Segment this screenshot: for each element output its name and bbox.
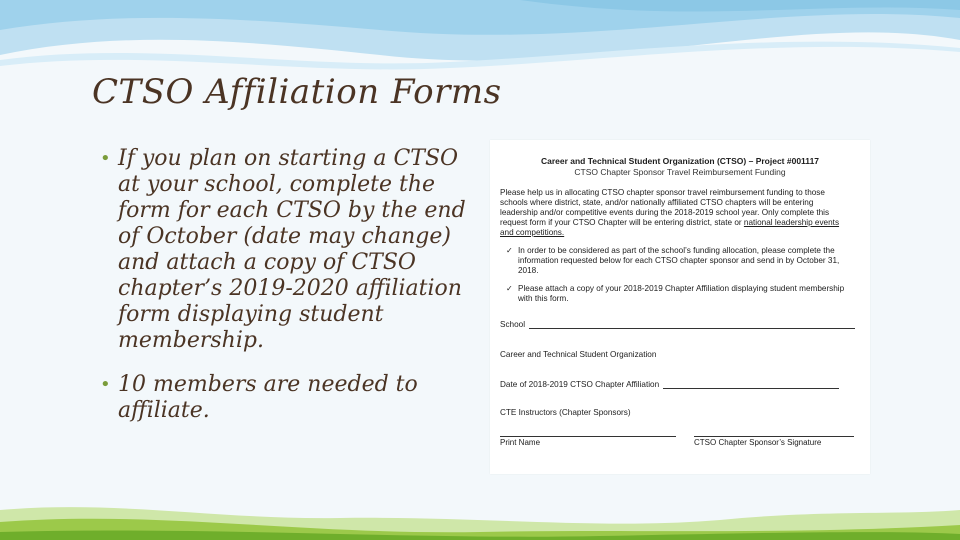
form-check-item xyxy=(506,284,850,304)
check-icon: ✓ xyxy=(506,246,513,255)
slide-title: CTSO Affiliation Forms xyxy=(92,72,502,112)
school-field xyxy=(500,320,855,329)
school-line xyxy=(529,320,855,329)
date-label: Date of 2018-2019 CTSO Chapter Affiliation xyxy=(500,380,660,389)
bullet-item xyxy=(100,372,470,424)
form-header: Career and Technical Student Organization (CTSO) – Project #001117 xyxy=(540,156,820,166)
ctso-field xyxy=(500,350,656,359)
check-icon: ✓ xyxy=(506,284,513,293)
bullet-dot-icon: • xyxy=(100,374,111,395)
bullet-dot-icon: • xyxy=(100,148,111,169)
grass-hills-background xyxy=(0,480,960,540)
form-check-text: Please attach a copy of your 2018-2019 Chapter Affiliation displaying student membership with this form. xyxy=(518,284,845,303)
form-subheader: CTSO Chapter Sponsor Travel Reimbursement Funding xyxy=(574,167,786,177)
bullet-item xyxy=(100,146,470,354)
form-intro-underlined: national leadership events and competitions. xyxy=(500,218,840,237)
bullet-text: If you plan on starting a CTSO at your school, complete the form for each CTSO by the end of October (date may change) and attach a copy of CTSO chapter’s 2019-2020 affiliation form displaying student membership. xyxy=(118,146,466,353)
date-field xyxy=(500,380,839,389)
form-intro xyxy=(500,188,850,238)
school-label: School xyxy=(500,320,526,329)
bullet-list xyxy=(100,146,470,442)
bullet-text: 10 members are needed to affiliate. xyxy=(118,372,418,423)
print-name-line: Print Name xyxy=(500,436,676,447)
ctso-label: Career and Technical Student Organization xyxy=(500,350,657,359)
affiliation-form-image xyxy=(490,140,870,474)
form-check-text: In order to be considered as part of the school’s funding allocation, please complete the information requested below for each CTSO chapter sponsor and send in by October 31, 2018. xyxy=(518,246,840,275)
instructors-label: CTE Instructors (Chapter Sponsors) xyxy=(500,408,631,417)
date-line xyxy=(663,380,839,389)
form-intro-text: Please help us in allocating CTSO chapter sponsor travel reimbursement funding to those schools where district, state, and/or nationally affiliated CTSO chapters will be entering leadership and/or competitive events during the 2018-2019 school year. Only complete this request form if your CTSO Chapter will be entering district, state or xyxy=(500,188,830,227)
form-check-item xyxy=(506,246,850,276)
instructors-field xyxy=(500,408,631,417)
signature-line: CTSO Chapter Sponsor’s Signature xyxy=(694,436,854,447)
